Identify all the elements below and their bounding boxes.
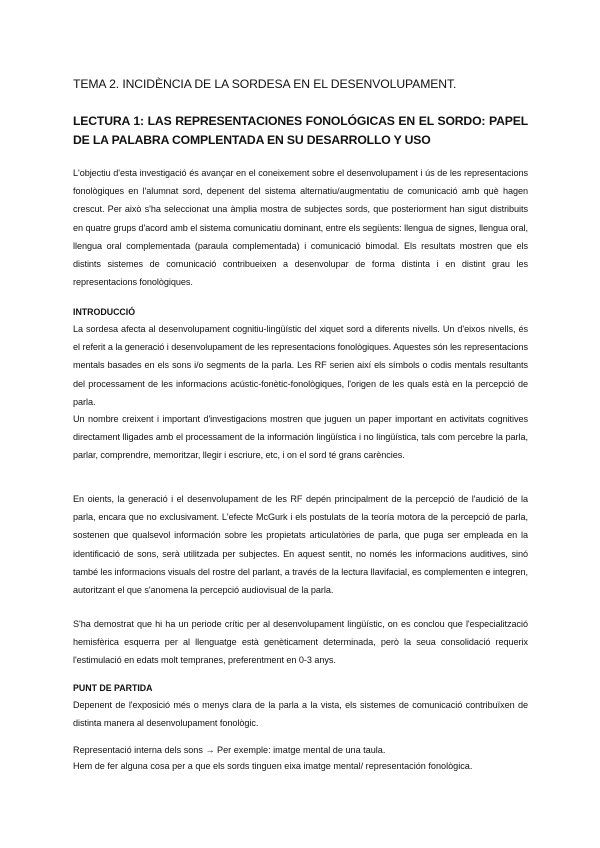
- starting-point-line-2: Hem de fer alguna cosa per a que els sords tinguen eixa imatge mental/ representación fonològica.: [73, 761, 473, 771]
- starting-point-line-1: Representació interna dels sons → Per exemple: imatge mental de una taula.: [73, 745, 386, 755]
- starting-point-paragraph: Depenent de l'exposició més o menys clara de la parla a la vista, els sistemes de comunicació contribuïxen de distinta manera al desenvolupament fonològic.: [73, 700, 528, 729]
- document-title: TEMA 2. INCIDÈNCIA DE LA SORDESA EN EL DESENVOLUPAMENT.: [73, 77, 457, 91]
- lecture-title: LECTURA 1: LAS REPRESENTACIONES FONOLÓGICAS EN EL SORDO: PAPEL DE LA PALABRA COMPLENTADA EN SU DESARROLLO Y USO: [73, 114, 528, 147]
- introduction-paragraph-2: Un nombre creixent i important d'investigacions mostren que juguen un paper important en activitats cognitives directament lligades amb el processament de la información lingüística i no lingüística, tals com percebre la parla, parlar, comprendre, memoritzar, llegir i escriure, etc, i on el sord té grans carències.: [73, 414, 528, 461]
- introduction-heading: INTRODUCCIÓ: [73, 307, 136, 317]
- introduction-paragraph-3: En oients, la generació i el desenvolupament de les RF depén principalment de la percepció de l'audició de la parla, encara que no exclusivament. L'efecte McGurk i els postulats de la teoría motora de la percepció de parla, sostenen que qualsevol información sobre les propietats articulatòries de parla, que puga ser empleada en la identificació de sons, serà utilitzada per subjectes. En aquest sentit, no només les informacions auditives, sinó també les informacions visuals del rostre del parlant, a través de la lectura llavifacial, es complementen e integren, autoritzant el que s'anomena la percepció audiovisual de la parla.: [73, 494, 528, 596]
- starting-point-heading: PUNT DE PARTIDA: [73, 683, 153, 693]
- introduction-paragraph-4: S'ha demostrat que hi ha un periode crític per al desenvolupament lingüístic, on es conclou que l'especialització hemisfèrica esquerra per al llenguatge està genèticament determinada, però la seua consolidació requerix l'estimulació en edats molt tempranes, preferentment en 0-3 anys.: [73, 619, 528, 666]
- introduction-paragraph-1: La sordesa afecta al desenvolupament cognitiu-lingüístic del xiquet sord a diferents nivells. Un d'eixos nivells, és el referit a la generació i desenvolupament de les representacions fonològiques. Aquestes són les representacions mentals basades en els sons i/o segments de la parla. Les RF serien així els símbols o codis mentals resultants del processament de les informacions acústic-fonètic-fonològiques, l'origen de les quals està en la percepció de parla.: [73, 324, 528, 407]
- abstract-paragraph: L'objectiu d'esta investigació és avançar en el coneixement sobre el desenvolupament i ús de les representacions fonològiques en l'alumnat sord, depenent del sistema alternatiu/augmentatiu de comunicació amb què hagen crescut. Per això s'ha seleccionat una àmplia mostra de subjectes sords, que posteriorment han sigut distribuits en quatre grups d'acord amb el sistema comunicatiu dominant, entre els següents: llengua de signes, llengua oral, llengua oral complementada (paraula complementada) i comunicació bimodal. Els resultats mostren que els distints sistemes de comunicació contribueixen a desenvolupar de forma distinta i en distint grau les representacions fonològiques.: [73, 168, 528, 288]
